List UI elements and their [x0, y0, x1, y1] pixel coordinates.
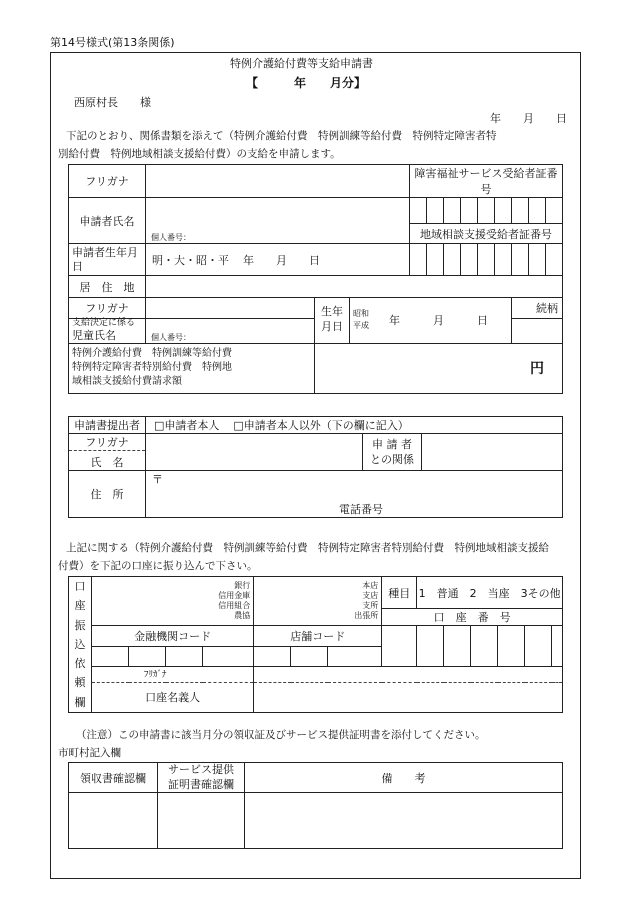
receipt-check-field[interactable] [69, 793, 158, 849]
claim-amount-label: 特例介護給付費 特例訓練等給付費 特例特定障害者特別給付費 特例地 域相談支援給付費請求額 [69, 343, 315, 393]
remarks-label: 備 考 [245, 763, 563, 793]
branch-code-digit[interactable] [254, 646, 291, 666]
bank-intro-1: 上記に関する（特例介護給付費 特例訓練等給付費 特例特定障害者特別給付費 特例地域相談支援給 [66, 542, 549, 554]
account-number-label: 口 座 番 号 [382, 609, 563, 626]
relation-label: 続柄 [512, 298, 563, 319]
service-check-label: サービス提供 証明書確認欄 [158, 763, 245, 793]
municipal-table [68, 762, 563, 849]
birth-label: 申請者生年月日 [69, 244, 146, 276]
account-type-options[interactable]: 1 普通 2 当座 3その他 [417, 577, 563, 609]
branch-name-field[interactable]: 本店 支店 支所 出張所 [254, 577, 382, 626]
form-number: 第14号様式(第13条関係) [50, 36, 175, 49]
bank-code-digit[interactable] [203, 646, 254, 666]
branch-code-digit[interactable] [328, 646, 382, 666]
applicant-name-field[interactable] [146, 198, 410, 244]
submitter-table [68, 416, 563, 518]
applicant-name-label: 申請者氏名 [69, 198, 146, 244]
option-self[interactable]: □申請者本人 [154, 419, 220, 432]
submitter-name-field[interactable] [146, 434, 363, 471]
era-options: 明・大・昭・平 [152, 253, 229, 267]
submitter-relation-field[interactable] [422, 434, 563, 471]
birth-field[interactable] [146, 244, 410, 276]
child-birth-ymd: 年 月 日 [389, 314, 488, 328]
child-name-field[interactable]: 個人番号： [146, 319, 315, 344]
branch-code-label: 店舗コード [254, 626, 382, 647]
service-check-field[interactable] [158, 793, 245, 849]
child-furigana-label: フリガナ [69, 298, 146, 319]
branch-code-digit[interactable] [291, 646, 328, 666]
municipal-heading: 市町村記入欄 [58, 747, 121, 759]
postal-mark: 〒 [152, 473, 163, 486]
yen-unit: 円 [530, 361, 544, 378]
submitter-options[interactable] [146, 417, 563, 434]
applicant-table [68, 164, 563, 394]
intro-line-1: 下記のとおり、関係書類を添えて（特例介護給付費 特例訓練等給付費 特例特定障害者特 [66, 130, 497, 142]
bank-code-digit[interactable] [92, 646, 129, 666]
bank-table [68, 576, 563, 713]
residence-field[interactable] [146, 276, 563, 298]
bank-intro-2: 付費）を下記の口座に振り込んで下さい。 [58, 560, 258, 572]
holder-furigana-field[interactable] [254, 666, 563, 682]
addressee: 西原村長 様 [74, 96, 151, 109]
submitter-name-label: フリガナ 氏 名 [69, 434, 146, 471]
child-birth-label: 生年 月日 [315, 298, 350, 344]
submitter-label: 申請書提出者 [69, 417, 146, 434]
submitter-relation-label: 申 請 者 との関係 [363, 434, 422, 471]
caution-note: （注意）この申請書に該当月分の領収証及びサービス提供証明書を添付してください。 [76, 729, 486, 741]
child-birth-field[interactable]: 昭和 平成 年 月 日 [350, 298, 512, 344]
child-name-label: 支給決定に係る 児童氏名 [69, 319, 146, 344]
submitter-address-field[interactable] [146, 471, 563, 518]
bank-code-digit[interactable] [166, 646, 203, 666]
phone-label: 電話番号 [339, 503, 383, 516]
bank-code-label: 金融機関コード [92, 626, 254, 647]
bank-code-digit[interactable] [129, 646, 166, 666]
holder-label: 口座名義人 [92, 682, 254, 712]
intro-line-2: 別給付費 特例地域相談支援給付費）の支給を申請します。 [58, 148, 341, 160]
form-period: 【 年 月分】 [246, 76, 367, 90]
submitter-address-label: 住 所 [69, 471, 146, 518]
child-furigana-field[interactable] [146, 298, 315, 319]
holder-furigana-label: ﾌﾘｶﾞﾅ [92, 666, 254, 682]
birth-ymd: 年 月 日 [243, 253, 320, 267]
furigana-field[interactable] [146, 165, 410, 198]
furigana-label: フリガナ [69, 165, 146, 198]
form-title: 特例介護給付費等支給申請書 [230, 57, 373, 70]
holder-field[interactable] [254, 682, 563, 712]
application-date: 年 月 日 [490, 112, 567, 125]
disability-cert-label: 障害福祉サービス受給者証番号 [410, 165, 563, 198]
bank-name-field[interactable]: 銀行 信用金庫 信用組合 農協 [92, 577, 254, 626]
claim-amount-field[interactable] [315, 343, 563, 393]
bank-side-label: 口 座 振 込 依 頼 欄 [69, 577, 92, 713]
relation-field[interactable] [512, 319, 563, 344]
option-other[interactable]: □申請者本人以外（下の欄に記入） [233, 419, 409, 432]
receipt-check-label: 領収書確認欄 [69, 763, 158, 793]
account-type-label: 種目 [382, 577, 417, 609]
remarks-field[interactable] [245, 793, 563, 849]
residence-label: 居 住 地 [69, 276, 146, 298]
regional-cert-label: 地域相談支援受給者証番号 [410, 224, 563, 244]
personal-number-label: 個人番号： [151, 233, 191, 242]
